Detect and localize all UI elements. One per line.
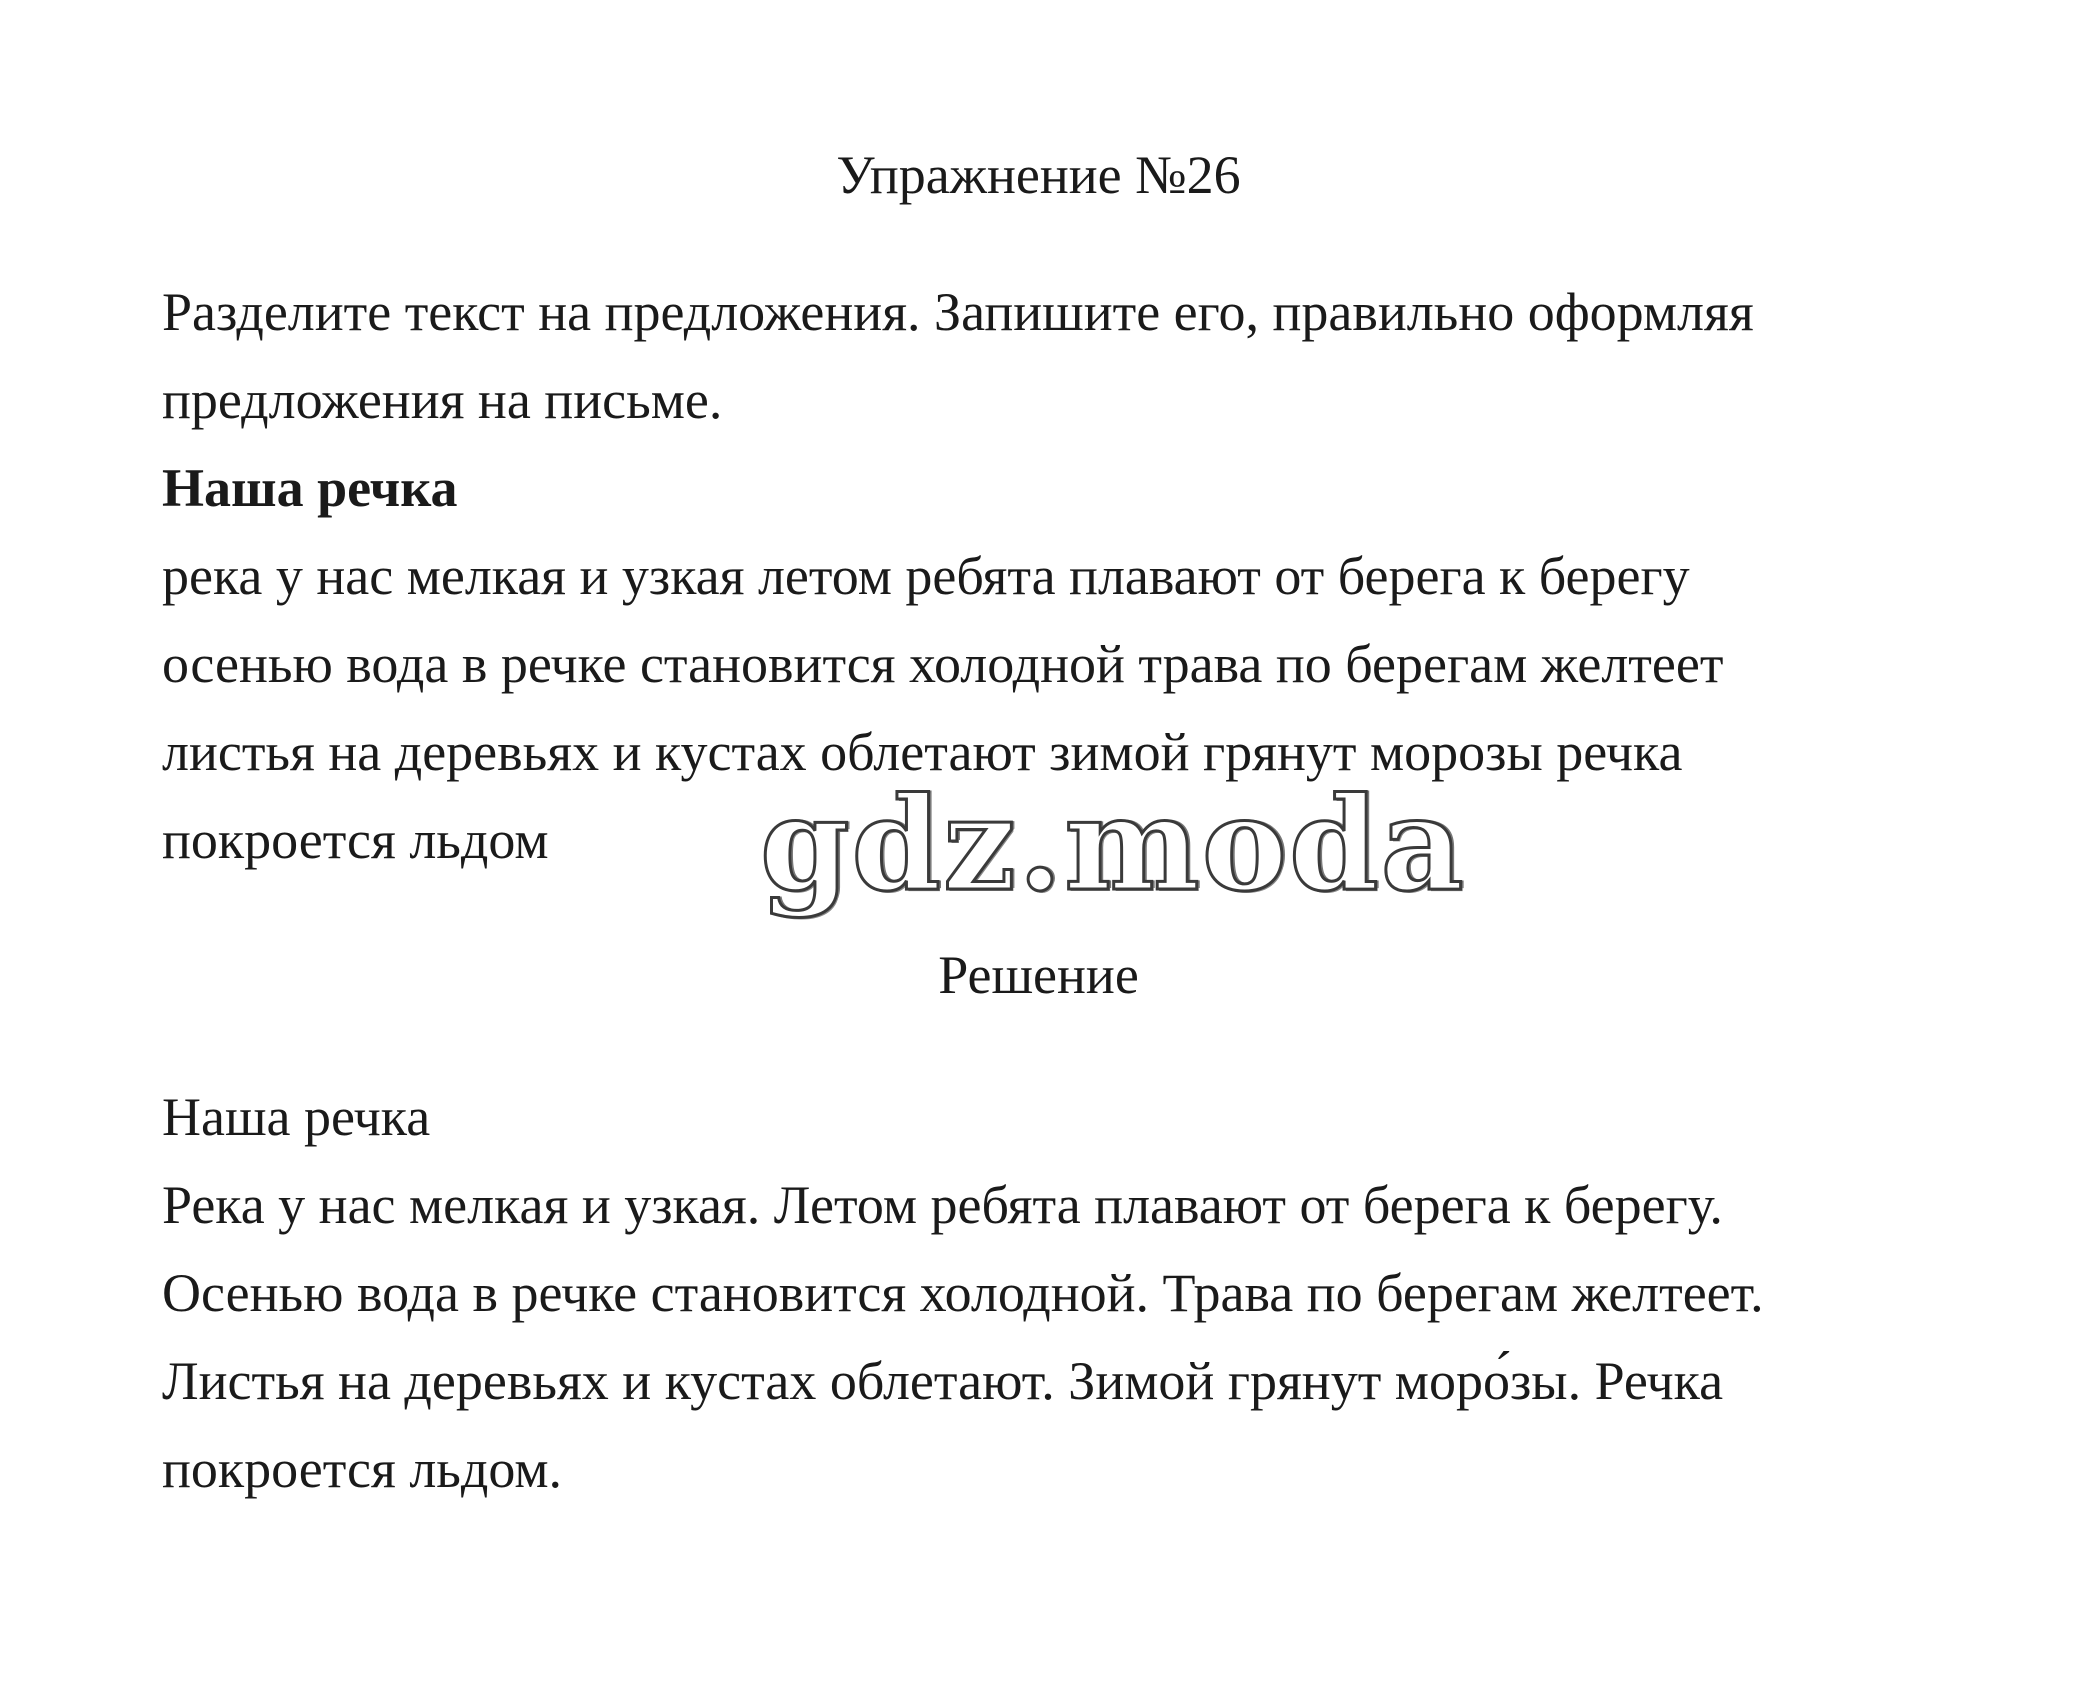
- exercise-text-line: листья на деревьях и кустах облетают зимой грянут морозы речка: [162, 722, 1683, 782]
- solution-text-line: покроется льдом.: [162, 1439, 563, 1499]
- solution-text-line: Река у нас мелкая и узкая. Летом ребята плавают от берега к берегу.: [162, 1175, 1723, 1235]
- watermark-logo: gdz.moda: [760, 770, 1466, 920]
- solution-heading: Решение: [938, 945, 1139, 1005]
- solution-text-title: Наша речка: [162, 1087, 431, 1147]
- exercise-title: Упражнение №26: [836, 145, 1241, 205]
- exercise-text-line: осенью вода в речке становится холодной трава по берегам желтеет: [162, 634, 1724, 694]
- task-line: Разделите текст на предложения. Запишите его, правильно оформляя: [162, 282, 1754, 342]
- exercise-text-title: Наша речка: [162, 458, 458, 518]
- task-line: предложения на письме.: [162, 370, 723, 430]
- solution-text-line: Осенью вода в речке становится холодной. Трава по берегам желтеет.: [162, 1263, 1764, 1323]
- solution-block: [162, 1073, 1962, 1513]
- exercise-text-line: покроется льдом: [162, 810, 549, 870]
- solution-text-line: Листья на деревьях и кустах облетают. Зимой грянут моро́зы. Речка: [162, 1351, 1724, 1411]
- exercise-text-line: река у нас мелкая и узкая летом ребята плавают от берега к берегу: [162, 546, 1690, 606]
